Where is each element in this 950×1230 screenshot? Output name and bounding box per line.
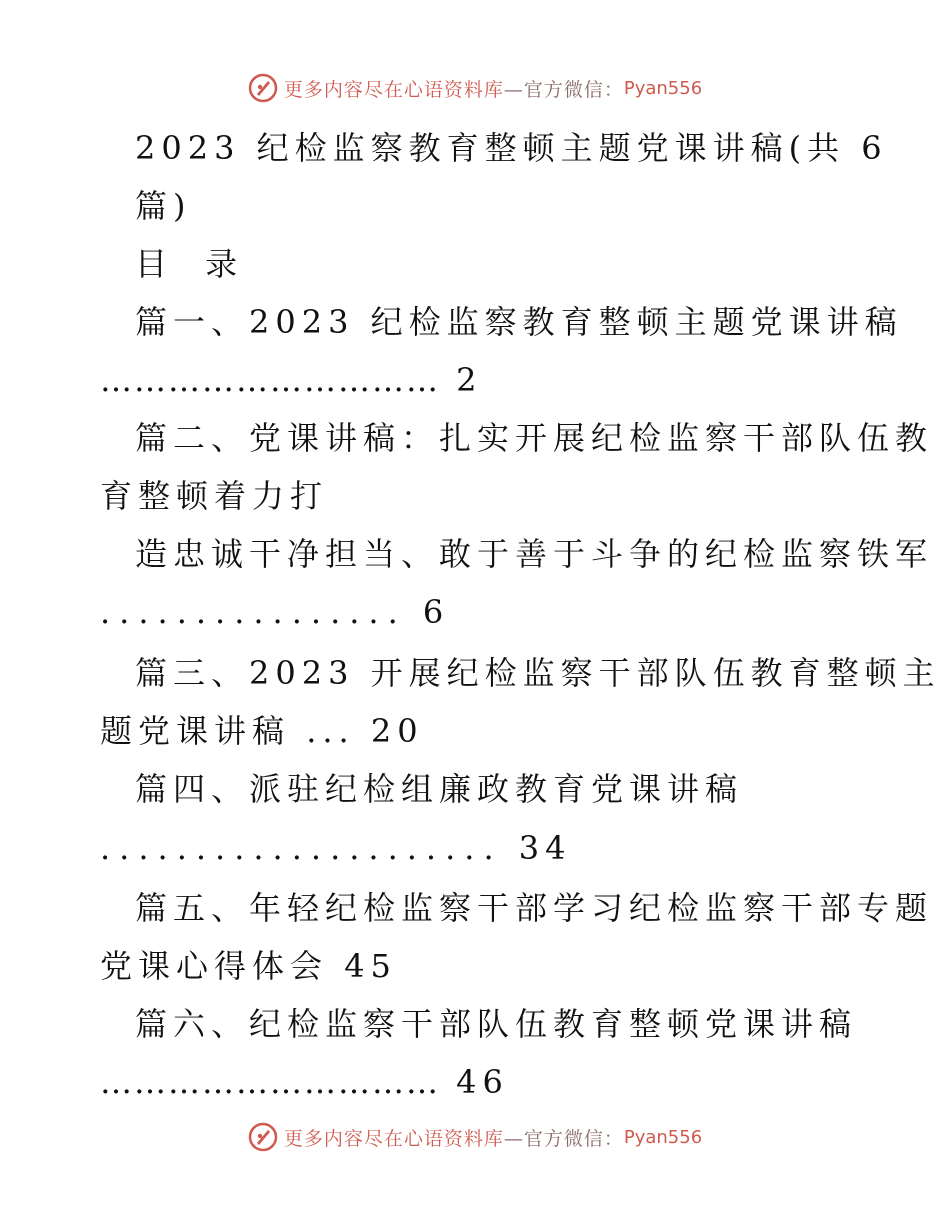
toc-entry-3-title-line1: 篇三、2023 开展纪检监察干部队伍教育整顿主	[135, 654, 941, 692]
watermark-wechat-id: Pyan556	[623, 77, 703, 99]
toc-entry-1-leader-row	[100, 360, 483, 400]
document-title-line2: 篇)	[135, 187, 192, 225]
toc-entry-5-title-line2: 党课心得体会	[100, 947, 329, 985]
toc-entry-5-leader-row	[100, 946, 397, 986]
toc-entry-6-leader: …………………………	[100, 1063, 440, 1101]
toc-entry-2-title-line1: 篇二、党课讲稿：扎实开展纪检监察干部队伍教	[135, 419, 934, 457]
toc-entry-1-title: 篇一、2023 纪检监察教育整顿主题党课讲稿	[135, 303, 903, 341]
toc-entry-2-page: 6	[422, 593, 450, 631]
toc-entry-1-leader: …………………………	[100, 361, 440, 399]
toc-entry-3-page: 20	[370, 712, 424, 750]
toc-entry-5-title-line1: 篇五、年轻纪检监察干部学习纪检监察干部专题	[135, 889, 934, 927]
watermark-text: 更多内容尽在心语资料库	[283, 1127, 504, 1150]
toc-entry-3-leader-row	[100, 711, 424, 751]
document-title-line1: 2023 纪检监察教育整顿主题党课讲稿(共 6	[135, 129, 888, 167]
toc-entry-3-leader: ...	[306, 712, 355, 750]
quill-pen-logo-icon	[248, 73, 278, 103]
watermark-wechat-id: Pyan556	[623, 1126, 703, 1148]
watermark-text: 更多内容尽在心语资料库	[283, 78, 504, 101]
toc-entry-2-title-line2: 育整顿着力打	[100, 477, 329, 515]
toc-entry-6-page: 46	[456, 1063, 509, 1101]
watermark-separator: —官方微信：	[503, 78, 624, 101]
toc-heading: 目 录	[135, 245, 252, 283]
toc-entry-3-title-line2: 题党课讲稿	[100, 712, 291, 750]
toc-entry-6-leader-row	[100, 1062, 509, 1102]
toc-entry-4-leader-row	[100, 828, 572, 868]
toc-entry-5-page: 45	[344, 947, 397, 985]
watermark-footer	[0, 1122, 950, 1152]
watermark-separator: —官方微信：	[503, 1127, 624, 1150]
toc-entry-2-leader: ................	[100, 593, 407, 631]
toc-entry-4-page: 34	[518, 829, 572, 867]
toc-entry-4-title: 篇四、派驻纪检组廉政教育党课讲稿	[135, 770, 744, 808]
watermark-header	[0, 73, 950, 103]
toc-entry-2-title-line3: 造忠诚干净担当、敢于善于斗争的纪检监察铁军	[135, 535, 934, 573]
toc-entry-1-page: 2	[456, 361, 483, 399]
toc-entry-4-leader: .....................	[100, 829, 503, 867]
quill-pen-logo-icon	[248, 1122, 278, 1152]
toc-entry-2-leader-row	[100, 592, 449, 632]
toc-entry-6-title: 篇六、纪检监察干部队伍教育整顿党课讲稿	[135, 1005, 858, 1043]
